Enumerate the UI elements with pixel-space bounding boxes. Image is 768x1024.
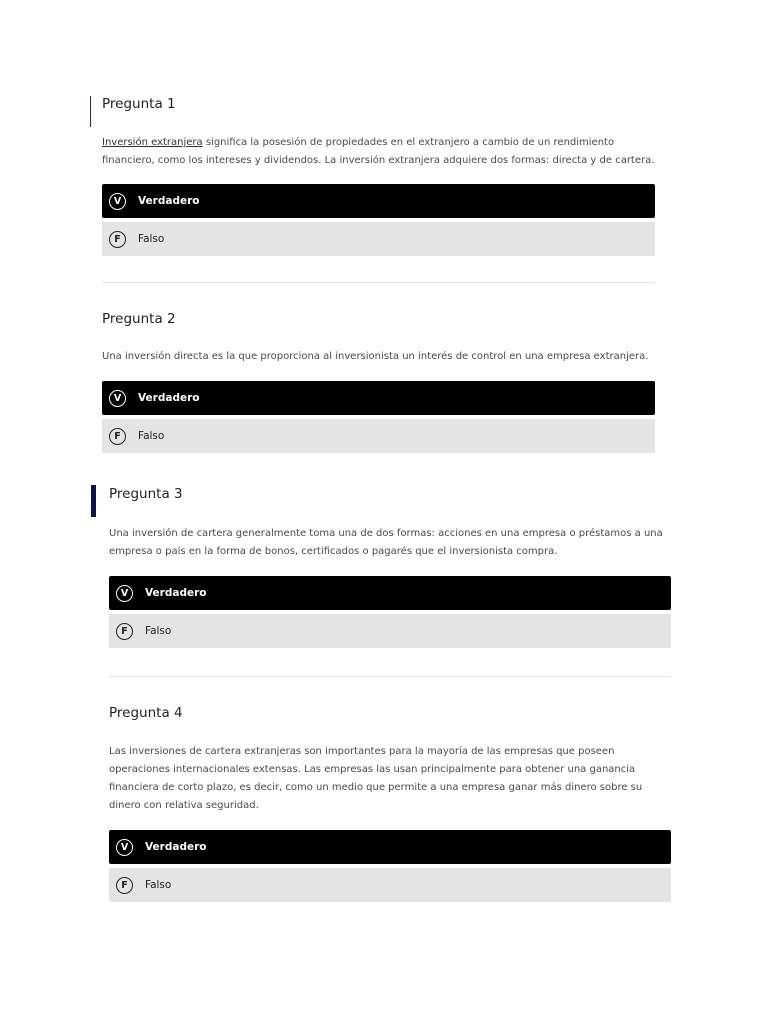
v-circle-icon: V (109, 390, 126, 407)
question-2-text: Una inversión directa es la que proporciona al inversionista un interés de control en una empresa extranjera. (102, 351, 649, 362)
question-3-text: Una inversión de cartera generalmente toma una de dos formas: acciones en una empresa o préstamos a una empresa o país en la forma de bonos, certificados o pagarés que el inversionista compra. (109, 528, 663, 557)
option-label: Verdadero (145, 587, 207, 599)
f-circle-icon: F (116, 623, 133, 640)
question-4-title: Pregunta 4 (109, 705, 183, 721)
question-1-marker (90, 96, 91, 127)
f-circle-icon: F (109, 231, 126, 248)
question-1-title: Pregunta 1 (102, 96, 176, 112)
v-circle-icon: V (116, 839, 133, 856)
question-divider (109, 676, 671, 677)
question-2-option-true[interactable] (102, 381, 655, 415)
question-1-text-rest: significa la posesión de propiedades en el extranjero a cambio de un rendimiento financiero, como los intereses y dividendos. La inversión extranjera adquiere dos formas: directa y de cartera. (102, 137, 655, 166)
question-3-option-false[interactable] (109, 614, 671, 648)
question-1-option-false[interactable] (102, 222, 655, 256)
f-circle-icon: F (116, 877, 133, 894)
question-1-option-true[interactable] (102, 184, 655, 218)
question-4-option-false[interactable] (109, 868, 671, 902)
question-3-title: Pregunta 3 (109, 486, 183, 502)
question-3-option-true[interactable] (109, 576, 671, 610)
option-label: Falso (138, 233, 165, 245)
option-label: Falso (145, 879, 172, 891)
question-2-title: Pregunta 2 (102, 311, 176, 327)
option-label: Falso (145, 625, 172, 637)
question-1-text (102, 134, 657, 170)
option-label: Verdadero (145, 841, 207, 853)
v-circle-icon: V (109, 193, 126, 210)
question-1-term: Inversión extranjera (102, 137, 203, 148)
option-label: Verdadero (138, 392, 200, 404)
question-3-marker (91, 485, 96, 517)
f-circle-icon: F (109, 428, 126, 445)
option-label: Verdadero (138, 195, 200, 207)
question-4-option-true[interactable] (109, 830, 671, 864)
question-2-option-false[interactable] (102, 419, 655, 453)
question-4-text: Las inversiones de cartera extranjeras son importantes para la mayoría de las empresas que poseen operaciones internacionales extensas. Las empresas las usan principalmente para obtener una ganancia financiera de corto plazo, es decir, como un medio que permite a una empresa ganar más dinero sobre su dinero con relativa seguridad. (109, 746, 643, 811)
option-label: Falso (138, 430, 165, 442)
question-divider (102, 282, 655, 283)
v-circle-icon: V (116, 585, 133, 602)
